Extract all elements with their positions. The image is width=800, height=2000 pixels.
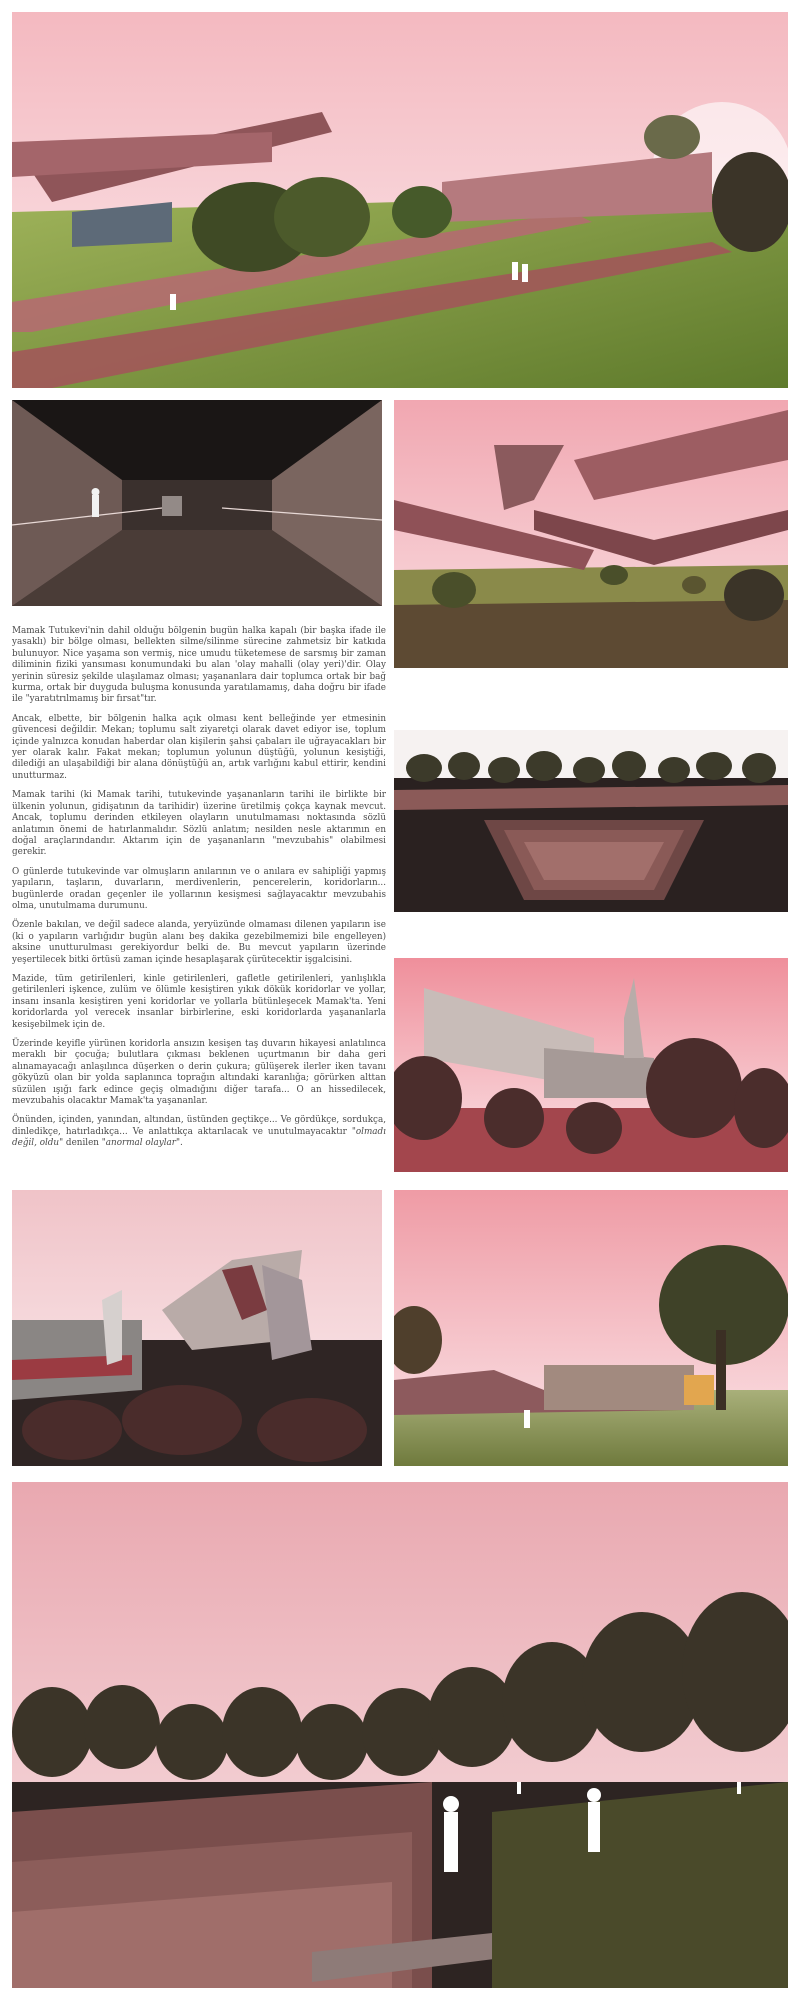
render-concrete-structure-forest (394, 958, 788, 1172)
essay-quote-2: "anormal olaylar" (101, 1138, 181, 1149)
essay-paragraph: O günlerde tutukevinde var olmuşların anılarının ve o anılara ev sahipliği yapmış yapıların, taşların, duvarların, merdivenlerin, pencerelerin, koridorların... bugünlerde oradan geçenler ile yollarının kesişmesi sağlayacaktır mevzubahis olma, unutulmama durumunu. (12, 866, 386, 911)
essay-paragraph: Mazide, tüm getirilenleri, kinle getirilenleri, gafletle getirilenleri, yanlışlıkla getirilenleri işkence, zulüm ve ölümle kesiştiren yıkık dökük koridorlar ve yollar, insanı insanla kesiştiren yeni koridorlar ve yollarla bütünleşecek Mamak'ta. Yeni koridorlarda yol verecek insanlar birbirlerine, eski koridorlarda yaşananlarla kesişebilmek için de. (12, 973, 386, 1030)
essay-paragraph: Mamak tarihi (ki Mamak tarihi, tutukevinde yaşananların tarihi ile birlikte bir ülkenin yolunun, gidişatının da tarihidir) üzerine üretilmiş çokça kaynak mevcut. Ancak, toplumu derinden etkileyen olayların unutulmaması noktasında sözlü anlatımın önemi de hatırlanmalıdır. Sözlü anlatım; nesilden nesle aktarımın en doğal araçlarındandır. Aktarım için de yaşananların "mevzubahis" olabilmesi gerekir. (12, 790, 386, 858)
essay-quote-1: "olmadı değil, oldu" (12, 1126, 386, 1149)
render-terraced-pit (394, 730, 788, 912)
render-forest-pit-panorama (12, 1482, 788, 1988)
essay-paragraph: Mamak Tutukevi'nin dahil olduğu bölgenin bugün halka kapalı (bir başka ifade ile yasaklı) bir bölge olması, bellekten silme/silinme sürecine zahmetsiz bir katkıda bulunuyor. Nice yaşama son vermiş, nice umudu tüketemese de sarsmış bir zaman diliminin fiziki yansıması konumundaki bu alan 'olay mahalli (olay yeri)'dir. Olay yerinin süresiz şekilde ulaşılamaz olması; yaşananlara dair toplumca ortak bir bağ kurma, ortak bir duyguda buluşma konusunda yaratılamamış, daha doğru bir ifade ile "yaratıtrılmamış bir fırsat"tır. (12, 626, 386, 705)
essay-paragraph: Üzerinde keyifle yürünen koridorla ansızın kesişen taş duvarın hikayesi anlatılınca meraklı bir çocuğa; bulutlara çıkması beklenen uçurtmanın bir daha geri alınamayacağı anlaşılınca düşerken o derin çukura; gülüşerek ilerler iken tavanı gökyüzü olan bir yolda saplanınca toprağın altındaki karanlığa; görürken alttan süzülen ışığı fark edince geçiş olmadığını diğer tarafa... O an hissedilecek, mevzubahis olacaktır Mamak'ta yaşananlar. (12, 1039, 386, 1107)
essay-paragraph: Ancak, elbette, bir bölgenin halka açık olması kent belleğinde yer etmesinin güvencesi değildir. Mekan; toplumu salt ziyaretçi olarak davet ediyor ise, toplum içinde yalnızca konudan haberdar olan kişilerin şahsi çabaları ile uğrayacakları bir yer olarak kalır. Fakat mekan; toplumun yolunun düştüğü, yolunun kesiştiği, dilediği an ulaşabildiği bir alana dönüştüğü an, artık varlığını kabul ettirir, kendini unutturmaz. (12, 713, 386, 781)
render-elevated-walkways (394, 400, 788, 668)
essay-paragraph-final (12, 1115, 386, 1149)
essay-paragraph: Özenle bakılan, ve değil sadece alanda, yeryüzünde olmaması dilenen yapıların ise (ki o yapıların varlığıdır bugün alanı beş dakika gezebilmemizi bile engelleyen) aksine unutturulması gerekiyordur belki de. Bu mevcut yapıların üzerinde yeşertilecek bitki örtüsü zaman içinde hesaplaşarak çürütecektir işgalcisini. (12, 920, 386, 965)
render-landscape-aerial (12, 12, 788, 388)
essay-final-mid: denilen (63, 1138, 102, 1149)
render-folded-roof-structure (12, 1190, 382, 1466)
render-meadow-tree (394, 1190, 788, 1466)
render-underground-corridor (12, 400, 382, 606)
essay-final-end: . (180, 1138, 183, 1149)
project-essay (12, 626, 386, 1158)
essay-final-text: Önünden, içinden, yanından, altından, üstünden geçtikçe... Ve gördükçe, sordukça, dinledikçe, hatırladıkça... Ve anlattıkça aktarılacak ve unutulmayacaktır (12, 1115, 386, 1137)
